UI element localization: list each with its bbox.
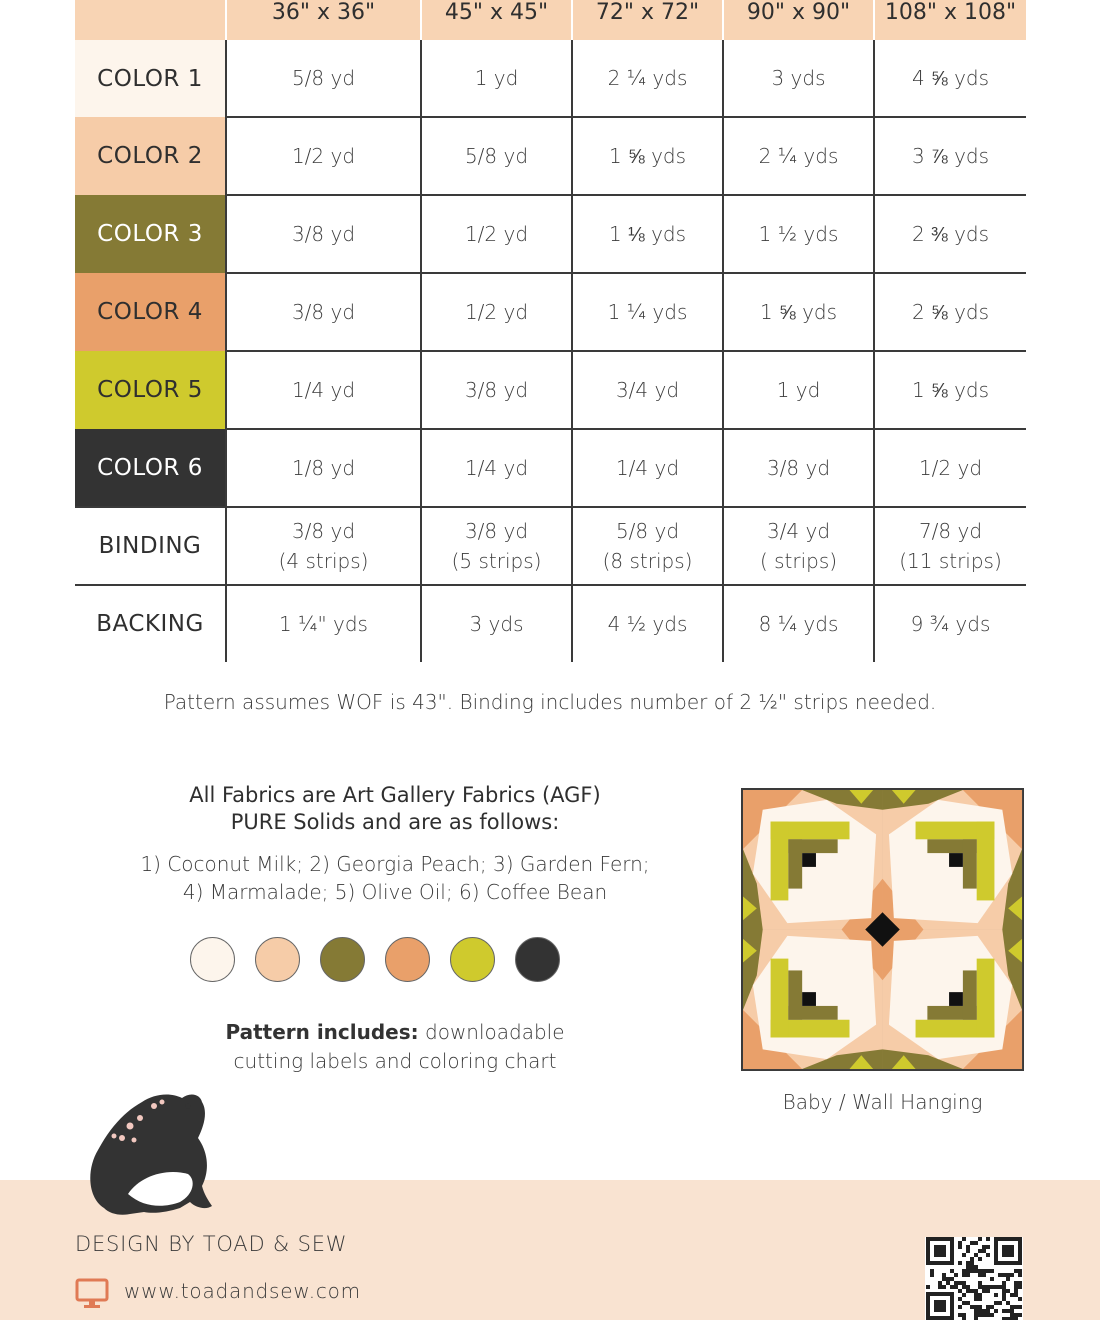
table-cell bbox=[226, 429, 421, 507]
row-label: COLOR 6 bbox=[75, 429, 226, 507]
cell-text: 1/8 yd bbox=[291, 456, 356, 480]
table-cell bbox=[723, 40, 874, 117]
table-cell bbox=[874, 273, 1026, 351]
row-label: COLOR 1 bbox=[75, 40, 226, 117]
header-size-2: 45" x 45" bbox=[421, 0, 572, 40]
cell-text: 3 ⅞ yds bbox=[911, 144, 990, 168]
cell-text: 8 ¼ yds bbox=[758, 612, 839, 636]
table-cell bbox=[874, 507, 1026, 585]
table-cell bbox=[723, 273, 874, 351]
pattern-includes-label: Pattern includes: bbox=[225, 1020, 419, 1044]
toad-logo-icon bbox=[84, 1090, 216, 1218]
cell-text: 1 ⅛ yds bbox=[608, 222, 687, 246]
row-label: COLOR 3 bbox=[75, 195, 226, 273]
cell-text: 3/8 yd bbox=[766, 456, 831, 480]
table-cell bbox=[226, 585, 421, 662]
cell-text: 7/8 yd bbox=[918, 519, 983, 543]
table-row bbox=[75, 351, 1026, 429]
cell-text: 5/8 yd bbox=[291, 66, 356, 90]
cell-text: 4 ½ yds bbox=[607, 612, 688, 636]
row-label: COLOR 4 bbox=[75, 273, 226, 351]
cell-text: 1/4 yd bbox=[464, 456, 529, 480]
table-cell bbox=[723, 351, 874, 429]
table-cell bbox=[226, 40, 421, 117]
header-size-1: 36" x 36" bbox=[226, 0, 421, 40]
header-size-5: 108" x 108" bbox=[874, 0, 1026, 40]
table-cell bbox=[226, 507, 421, 585]
cell-text: 1 ¼" yds bbox=[279, 612, 368, 636]
table-cell bbox=[226, 117, 421, 195]
cell-text: (8 strips) bbox=[602, 549, 693, 573]
table-cell bbox=[874, 40, 1026, 117]
wof-note: Pattern assumes WOF is 43". Binding includes number of 2 ½" strips needed. bbox=[163, 690, 937, 714]
table-cell bbox=[572, 273, 723, 351]
color-swatch bbox=[255, 937, 300, 982]
design-credit: DESIGN BY TOAD & SEW bbox=[75, 1232, 348, 1256]
table-cell bbox=[226, 273, 421, 351]
cell-text: (5 strips) bbox=[451, 549, 542, 573]
header-corner bbox=[75, 0, 226, 40]
cell-text: 1/2 yd bbox=[464, 222, 529, 246]
pattern-includes-text: downloadable bbox=[418, 1020, 565, 1044]
cell-text: 1 ½ yds bbox=[758, 222, 839, 246]
quilt-preview-image bbox=[741, 788, 1024, 1071]
table-cell bbox=[572, 195, 723, 273]
table-cell bbox=[572, 117, 723, 195]
row-label: BACKING bbox=[75, 585, 226, 662]
cell-text: (11 strips) bbox=[899, 549, 1002, 573]
cell-text: 1 yd bbox=[474, 66, 519, 90]
table-cell bbox=[723, 195, 874, 273]
table-cell bbox=[723, 507, 874, 585]
cell-text: 3/8 yd bbox=[464, 519, 529, 543]
cell-text: 5/8 yd bbox=[615, 519, 680, 543]
cell-text: 3/8 yd bbox=[464, 378, 529, 402]
cell-text: 9 ¾ yds bbox=[910, 612, 991, 636]
table-cell bbox=[572, 351, 723, 429]
cell-text: 3/8 yd bbox=[291, 222, 356, 246]
cell-text: 3 yds bbox=[771, 66, 826, 90]
cell-text: 1/4 yd bbox=[291, 378, 356, 402]
cell-text: 1 ⅝ yds bbox=[911, 378, 990, 402]
fabrics-title-line-1: All Fabrics are Art Gallery Fabrics (AGF) bbox=[189, 783, 601, 807]
cell-text: 1/4 yd bbox=[615, 456, 680, 480]
fabrics-info bbox=[110, 782, 680, 1073]
cell-text: 1 ¼ yds bbox=[607, 300, 688, 324]
table-cell bbox=[226, 351, 421, 429]
cell-text: 4 ⅝ yds bbox=[911, 66, 990, 90]
quilt-caption: Baby / Wall Hanging bbox=[782, 1090, 983, 1114]
table-cell bbox=[421, 585, 572, 662]
cell-text: 3/8 yd bbox=[291, 300, 356, 324]
table-row bbox=[75, 429, 1026, 507]
cell-text: 5/8 yd bbox=[464, 144, 529, 168]
color-swatch bbox=[385, 937, 430, 982]
cell-text: (4 strips) bbox=[278, 549, 369, 573]
table-cell bbox=[572, 585, 723, 662]
table-cell bbox=[723, 117, 874, 195]
table-row bbox=[75, 40, 1026, 117]
table-cell bbox=[572, 429, 723, 507]
cell-text: 1 yd bbox=[776, 378, 821, 402]
table-cell bbox=[874, 429, 1026, 507]
table-cell bbox=[421, 195, 572, 273]
table-cell bbox=[572, 507, 723, 585]
cell-text: 1/2 yd bbox=[918, 456, 983, 480]
cell-text: 2 ⅜ yds bbox=[911, 222, 990, 246]
color-swatch bbox=[450, 937, 495, 982]
row-label: BINDING bbox=[75, 507, 226, 585]
cell-text: 1/2 yd bbox=[291, 144, 356, 168]
website-link[interactable]: www.toadandsew.com bbox=[124, 1279, 361, 1303]
table-row bbox=[75, 507, 1026, 585]
fabric-requirements-table bbox=[75, 0, 1026, 662]
cell-text: ( strips) bbox=[759, 549, 838, 573]
table-row bbox=[75, 585, 1026, 662]
table-cell bbox=[421, 351, 572, 429]
cell-text: 3/8 yd bbox=[291, 519, 356, 543]
pattern-includes bbox=[110, 1018, 680, 1076]
table-row bbox=[75, 195, 1026, 273]
cell-text: 1/2 yd bbox=[464, 300, 529, 324]
table-cell bbox=[723, 585, 874, 662]
monitor-icon bbox=[75, 1278, 109, 1310]
cell-text: 2 ¼ yds bbox=[607, 66, 688, 90]
fabrics-title-line-2: PURE Solids and are as follows: bbox=[230, 810, 560, 834]
row-label: COLOR 2 bbox=[75, 117, 226, 195]
cell-text: 2 ¼ yds bbox=[758, 144, 839, 168]
table-body bbox=[75, 40, 1026, 662]
color-swatch bbox=[320, 937, 365, 982]
table-cell bbox=[421, 429, 572, 507]
table-cell bbox=[421, 40, 572, 117]
table-cell bbox=[421, 273, 572, 351]
table-cell bbox=[421, 507, 572, 585]
cell-text: 3/4 yd bbox=[615, 378, 680, 402]
fabrics-list-line-1: 1) Coconut Milk; 2) Georgia Peach; 3) Garden Fern; bbox=[140, 852, 650, 876]
cell-text: 3/4 yd bbox=[766, 519, 831, 543]
table-cell bbox=[874, 195, 1026, 273]
qr-code-icon[interactable] bbox=[925, 1237, 1023, 1320]
table-cell bbox=[226, 195, 421, 273]
color-swatch bbox=[190, 937, 235, 982]
table-row bbox=[75, 273, 1026, 351]
cell-text: 2 ⅝ yds bbox=[911, 300, 990, 324]
color-swatches bbox=[110, 937, 680, 987]
table-cell bbox=[723, 429, 874, 507]
table-cell bbox=[572, 40, 723, 117]
row-label: COLOR 5 bbox=[75, 351, 226, 429]
cell-text: 1 ⅝ yds bbox=[608, 144, 687, 168]
table-cell bbox=[874, 351, 1026, 429]
table-header-row bbox=[75, 0, 1026, 40]
fabrics-list-line-2: 4) Marmalade; 5) Olive Oil; 6) Coffee Bean bbox=[182, 880, 608, 904]
table-cell bbox=[874, 117, 1026, 195]
pattern-includes-line-2: cutting labels and coloring chart bbox=[233, 1049, 557, 1073]
color-swatch bbox=[515, 937, 560, 982]
table-cell bbox=[421, 117, 572, 195]
cell-text: 3 yds bbox=[469, 612, 524, 636]
header-size-4: 90" x 90" bbox=[723, 0, 874, 40]
table-row bbox=[75, 117, 1026, 195]
cell-text: 1 ⅝ yds bbox=[759, 300, 838, 324]
table-cell bbox=[874, 585, 1026, 662]
header-size-3: 72" x 72" bbox=[572, 0, 723, 40]
